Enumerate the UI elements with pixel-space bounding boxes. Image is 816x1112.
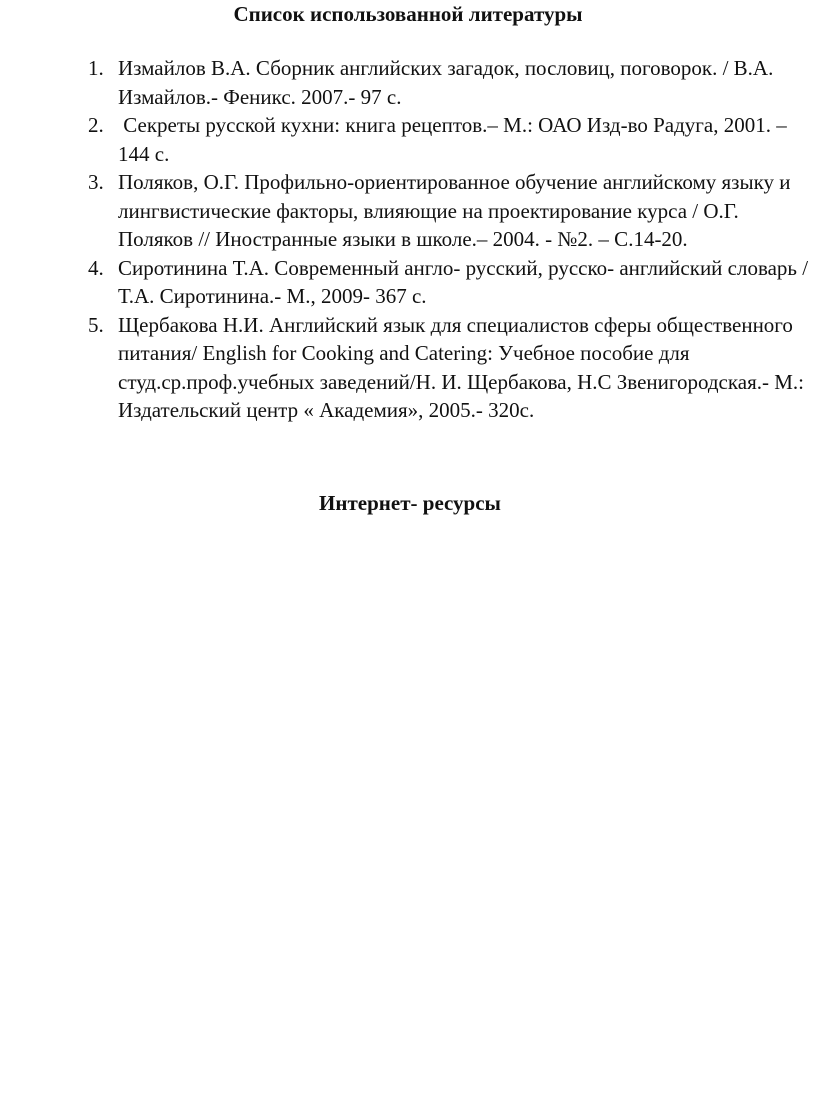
reference-item-4 bbox=[88, 254, 813, 311]
reference-text: Измайлов В.А. Сборник английских загадок, пословиц, поговорок. / В.А. Измайлов.- Феникс. 2007.- 97 с. bbox=[118, 56, 774, 109]
page-title: Список использованной литературы bbox=[233, 2, 583, 26]
reference-item-1 bbox=[88, 54, 813, 111]
reference-list bbox=[88, 54, 813, 425]
reference-text: Секреты русской кухни: книга рецептов.– М.: ОАО Изд-во Радуга, 2001. – 144 с. bbox=[118, 113, 792, 166]
reference-item-2 bbox=[88, 111, 813, 168]
reference-item-3 bbox=[88, 168, 813, 254]
reference-number: 5. bbox=[88, 312, 104, 337]
reference-item-5 bbox=[88, 311, 813, 425]
reference-text: Сиротинина Т.А. Современный англо- русский, русско- английский словарь / Т.А. Сиротинина.- М., 2009- 367 с. bbox=[118, 255, 809, 308]
internet-resources-heading: Интернет- ресурсы bbox=[319, 491, 501, 515]
reference-number: 1. bbox=[88, 56, 104, 80]
reference-text: Щербакова Н.И. Английский язык для специалистов сферы общественного питания/ English for Cooking and Catering: Учебное пособие для студ.ср.проф.учебных заведений/Н. И. Щербакова, Н.С Звенигородская.- М.: Издательский центр « Академия», 2005.- 320с. bbox=[118, 312, 804, 422]
reference-number: 4. bbox=[88, 255, 104, 280]
reference-number: 3. bbox=[88, 170, 104, 194]
reference-text: Поляков, О.Г. Профильно-ориентированное обучение английскому языку и лингвистические факторы, влияющие на проектирование курса / О.Г. Поляков // Иностранные языки в школе.– 2004. - №2. – С.14-20. bbox=[118, 170, 791, 251]
reference-number: 2. bbox=[88, 113, 104, 137]
